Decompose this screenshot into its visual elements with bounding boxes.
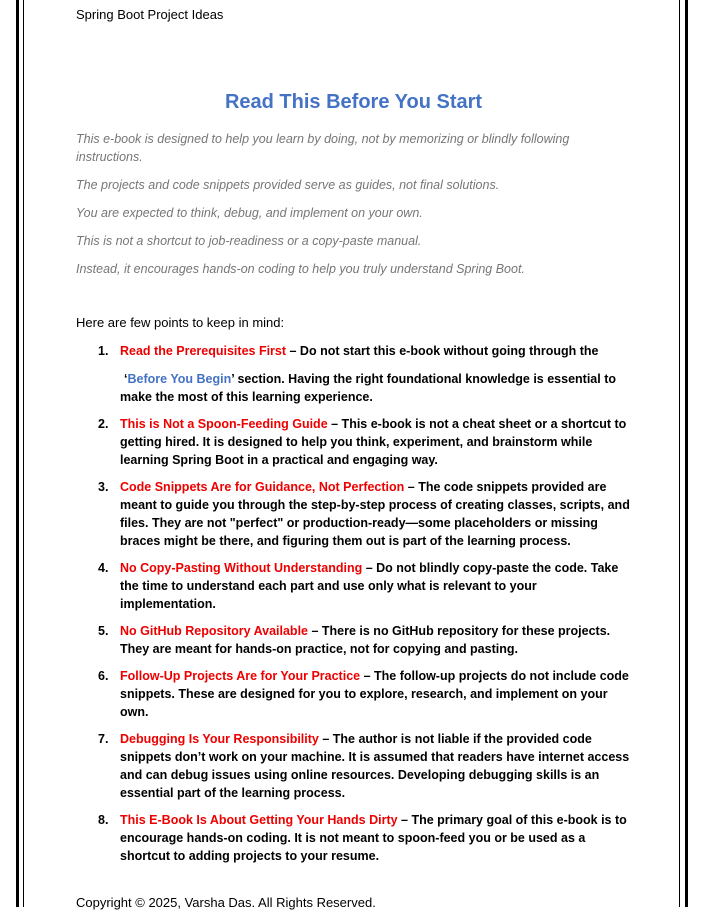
- item-number: 2.: [98, 417, 109, 431]
- item-quote-close: ’: [231, 372, 234, 386]
- item-number: 3.: [98, 480, 109, 494]
- points-list: [90, 342, 632, 874]
- item-text: – Do not blindly copy-paste the code. Take the time to understand each part and use only what is relevant to your implementation.: [120, 561, 619, 611]
- item-text: – This e-book is not a cheat sheet or a shortcut to getting hired. It is designed to help you think, experiment, and brainstorm while learning Spring Boot in a practical and engaging way.: [120, 417, 627, 467]
- list-item: [90, 342, 632, 406]
- item-title: This E-Book Is About Getting Your Hands Dirty: [120, 813, 398, 827]
- list-item: [90, 622, 632, 658]
- list-item: [90, 811, 632, 865]
- item-number: 7.: [98, 732, 109, 746]
- item-gap: [120, 360, 632, 370]
- intro-paragraph: Instead, it encourages hands-on coding to help you truly understand Spring Boot.: [76, 262, 525, 276]
- item-text: section. Having the right foundational knowledge is essential to make the most of this learning experience.: [120, 372, 616, 404]
- page-title: Read This Before You Start: [224, 91, 483, 113]
- page-border-left-inner: [23, 0, 24, 907]
- item-title: Follow-Up Projects Are for Your Practice: [120, 669, 361, 683]
- intro-section: [76, 130, 596, 288]
- list-item: [90, 478, 632, 550]
- intro-paragraph: The projects and code snippets provided serve as guides, not final solutions.: [76, 178, 500, 192]
- item-text: – The code snippets provided are meant to guide you through the step-by-step process of creating classes, scripts, and files. They are not "perfect" or production-ready—some placeholders or missing braces might be there, and figuring them out is part of the learning process.: [120, 480, 630, 548]
- list-item: [90, 559, 632, 613]
- points-lead: Here are few points to keep in mind:: [76, 315, 285, 330]
- item-number: 1.: [98, 344, 109, 358]
- item-text: – The author is not liable if the provided code snippets don’t work on your machine. It is assumed that readers have internet access and can debug issues using online resources. Developing debugging skills is an essential part of the learning process.: [120, 732, 630, 800]
- item-text: – The primary goal of this e-book is to encourage hands-on coding. It is not meant to spoon-feed you or be used as a shortcut to adding projects to your resume.: [120, 813, 627, 863]
- item-quote-open: ‘: [124, 372, 128, 386]
- item-title: Debugging Is Your Responsibility: [120, 732, 319, 746]
- intro-paragraph: This is not a shortcut to job-readiness or a copy-paste manual.: [76, 234, 422, 248]
- list-item: [90, 415, 632, 469]
- item-title: No GitHub Repository Available: [120, 624, 308, 638]
- item-text: – Do not start this e-book without going through the: [286, 344, 599, 358]
- item-title: This is Not a Spoon-Feeding Guide: [120, 417, 328, 431]
- page-border-left-outer: [16, 0, 19, 907]
- running-header: Spring Boot Project Ideas: [76, 7, 224, 22]
- item-number: 8.: [98, 813, 109, 827]
- item-number: 5.: [98, 624, 109, 638]
- intro-paragraph: You are expected to think, debug, and implement on your own.: [76, 206, 423, 220]
- before-you-begin-link[interactable]: Before You Begin: [127, 372, 232, 386]
- item-title: Read the Prerequisites First: [120, 344, 287, 358]
- item-text: – The follow-up projects do not include code snippets. These are designed for you to explore, research, and implement on your own.: [120, 669, 629, 719]
- item-number: 6.: [98, 669, 109, 683]
- intro-paragraph: This e-book is designed to help you learn by doing, not by memorizing or blindly following instructions.: [76, 132, 570, 164]
- item-text: – There is no GitHub repository for these projects. They are meant for hands-on practice, not for copying and pasting.: [120, 624, 611, 656]
- item-title: Code Snippets Are for Guidance, Not Perfection: [120, 480, 405, 494]
- page-border-right-outer: [685, 0, 688, 907]
- list-item: [90, 730, 632, 802]
- item-title: No Copy-Pasting Without Understanding: [120, 561, 363, 575]
- list-item: [90, 667, 632, 721]
- copyright-footer: Copyright © 2025, Varsha Das. All Rights Reserved.: [76, 895, 376, 910]
- page-border-right-inner: [679, 0, 680, 907]
- item-number: 4.: [98, 561, 109, 575]
